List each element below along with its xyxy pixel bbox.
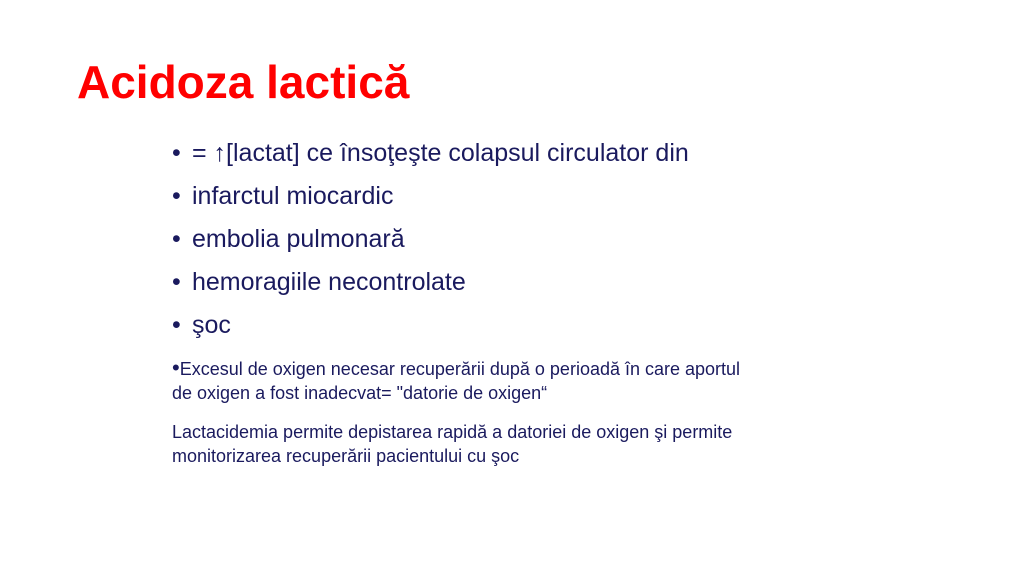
paragraph-line: de oxigen a fost inadecvat= "datorie de oxigen“ [172, 383, 548, 403]
bullet-marker: • [172, 311, 181, 339]
bullet-marker: • [172, 225, 181, 253]
bullet-marker: • [172, 268, 181, 296]
bullet-text: = ↑[lactat] ce însoţeşte colapsul circulator din [192, 139, 689, 167]
bullet-text: infarctul miocardic [192, 182, 394, 210]
bullet-list [172, 132, 689, 347]
bullet-item [172, 175, 689, 218]
bullet-item [172, 218, 689, 261]
paragraph-line: monitorizarea recuperării pacientului cu şoc [172, 446, 520, 466]
bullet-marker: • [172, 355, 180, 380]
slide-title: Acidoza lactică [77, 56, 410, 108]
oxygen-debt-paragraph [172, 356, 872, 405]
paragraph-line: Lactacidemia permite depistarea rapidă a datoriei de oxigen şi permite [172, 422, 733, 442]
bullet-text: hemoragiile necontrolate [192, 268, 466, 296]
paragraph-line: Excesul de oxigen necesar recuperării după o perioadă în care aportul [179, 359, 741, 379]
bullet-marker: • [172, 182, 181, 210]
bullet-text: şoc [192, 311, 231, 339]
bullet-text: embolia pulmonară [192, 225, 405, 253]
bullet-item [172, 304, 689, 347]
bullet-marker: • [172, 139, 181, 167]
bullet-item [172, 261, 689, 304]
lactacidemia-paragraph [172, 420, 872, 468]
bullet-item [172, 132, 689, 175]
